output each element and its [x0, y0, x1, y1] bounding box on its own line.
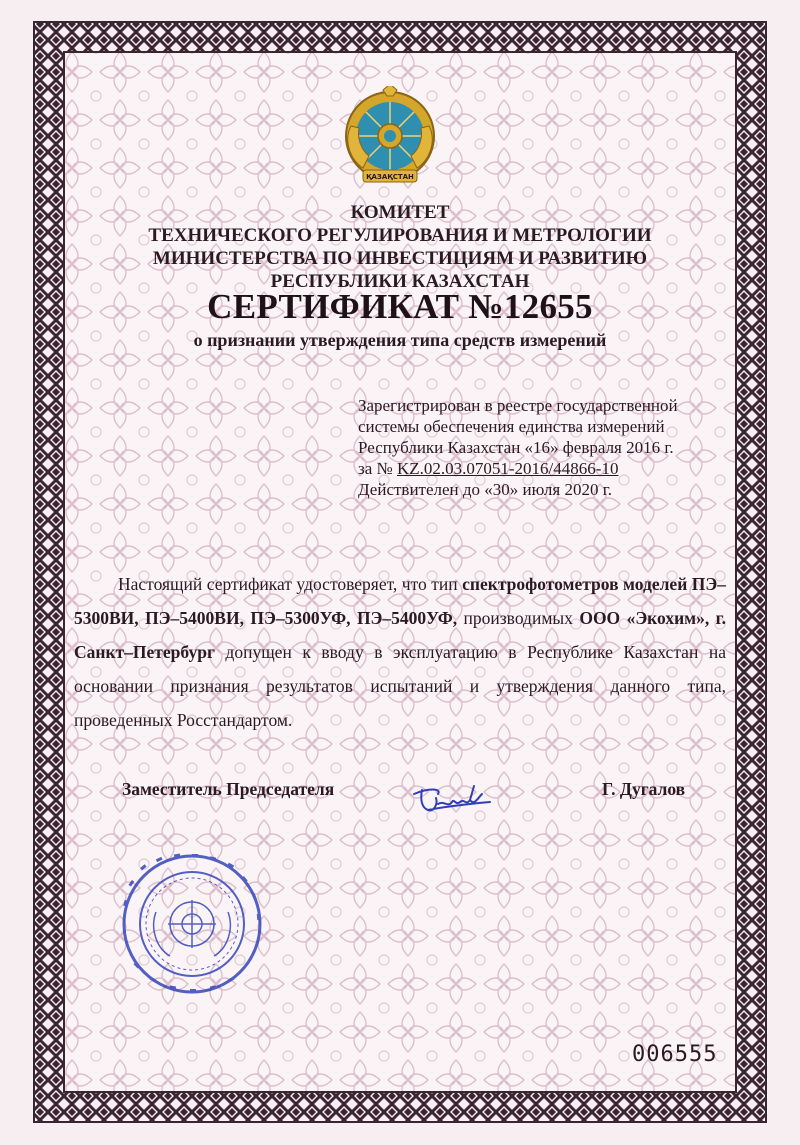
- serial-number: 006555: [632, 1042, 718, 1067]
- handwritten-signature: [408, 780, 496, 820]
- certificate-title: СЕРТИФИКАТ №12655: [207, 287, 593, 326]
- certificate-body: [74, 567, 726, 737]
- signatory-position: Заместитель Председателя: [122, 779, 335, 799]
- emblem-label: ҚАЗАҚСТАН: [366, 173, 414, 181]
- kazakhstan-emblem-icon: [341, 86, 439, 190]
- committee-title-line-1: КОМИТЕТ: [350, 202, 450, 223]
- registration-line-2: системы обеспечения единства измерений: [358, 417, 665, 436]
- body-manufacturer: ООО «Экохим», г. Санкт–Петербург: [74, 608, 726, 662]
- body-part-1: Настоящий сертификат удостоверяет, что тип: [118, 574, 463, 594]
- official-seal-icon: [120, 852, 264, 996]
- registration-line-4: [358, 458, 728, 479]
- committee-title-line-3: МИНИСТЕРСТВА ПО ИНВЕСТИЦИЯМ И РАЗВИТИЮ: [152, 248, 648, 269]
- certificate-subtitle: о признании утверждения типа средств измерений: [193, 330, 607, 350]
- committee-title-line-4: РЕСПУБЛИКИ КАЗАХСТАН: [270, 271, 530, 292]
- registration-line-3: Республики Казахстан «16» февраля 2016 г.: [358, 438, 674, 457]
- registration-number: KZ.02.03.07051-2016/44866-10: [396, 459, 619, 478]
- committee-title-line-2: ТЕХНИЧЕСКОГО РЕГУЛИРОВАНИЯ И МЕТРОЛОГИИ: [148, 225, 652, 246]
- body-part-5: допущен к вводу в эксплуатацию в Республике Казахстан на основании признания результатов испытаний и утверждения данного типа, проведенных Росстандартом.: [74, 642, 726, 730]
- validity-line: Действителен до «30» июля 2020 г.: [358, 480, 613, 499]
- signatory-name: Г. Дугалов: [602, 779, 686, 799]
- registration-number-prefix: за №: [358, 459, 397, 478]
- registration-block: [358, 395, 728, 500]
- body-instrument-models: спектрофотометров моделей ПЭ–5300ВИ, ПЭ–5400ВИ, ПЭ–5300УФ, ПЭ–5400УФ,: [74, 574, 726, 628]
- registration-line-1: Зарегистрирован в реестре государственной: [358, 396, 678, 415]
- body-part-3: производимых: [457, 608, 580, 628]
